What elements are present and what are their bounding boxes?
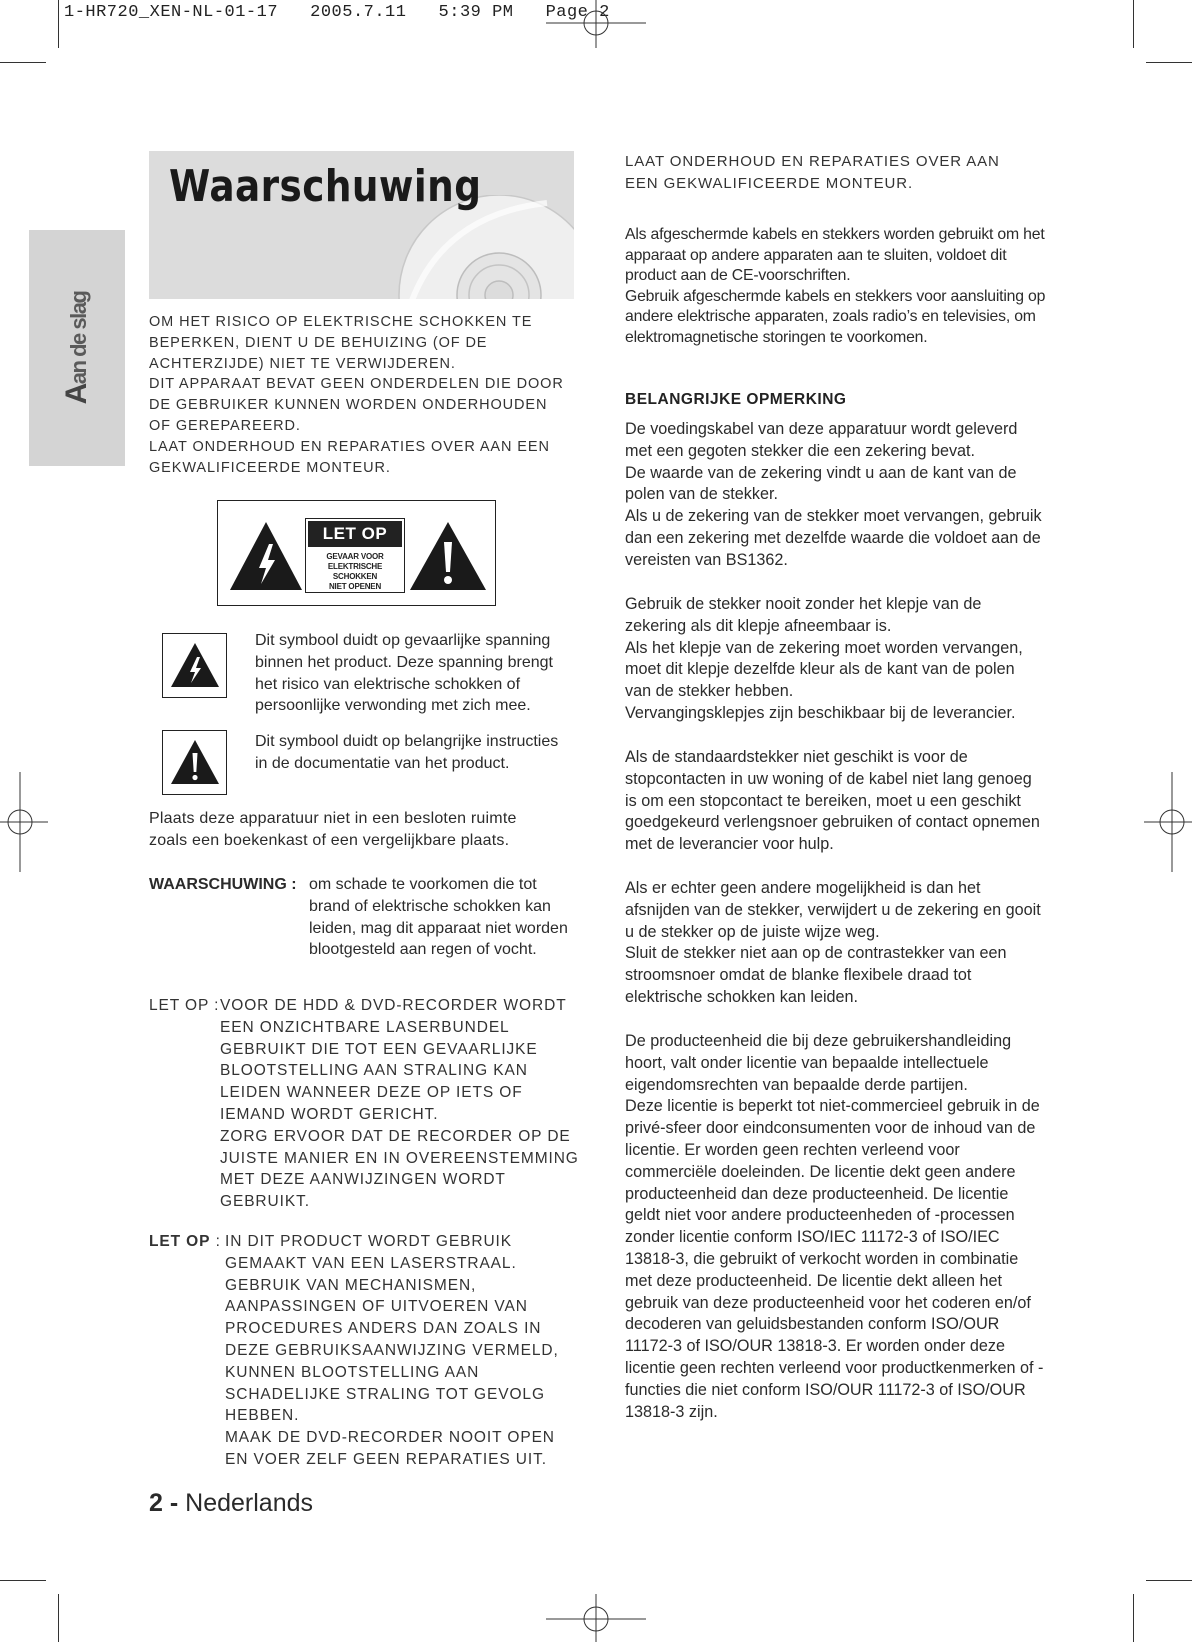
page-footer [149, 1489, 313, 1518]
caution-label-panel [305, 518, 405, 593]
crop-mark-top-left-h [0, 62, 46, 63]
crop-mark-bottom-right-h [1146, 1580, 1192, 1581]
title-banner [149, 151, 574, 299]
exclamation-symbol-description: Dit symbool duidt op belangrijke instructies in de documentatie van het product. [255, 733, 559, 772]
important-note-heading: BELANGRIJKE OPMERKING [625, 391, 847, 408]
important-note-p1: De voedingskabel van deze apparatuur wordt geleverd met een gegoten stekker die een zekering bevat. De waarde van de zekering vindt u aan de kant van de polen van de stekker. Als u de zekering van de stekker moet vervangen, gebruik dan een zekering met dezelfde waarde die voldoet aan de vereisten van BS1362. [625, 420, 1042, 569]
exclamation-symbol-box [162, 730, 227, 795]
intro-caps-text: OM HET RISICO OP ELEKTRISCHE SCHOKKEN TE BEPERKEN, DIENT U DE BEHUIZING (OF DE ACHTERZIJDE) NIET TE VERWIJDEREN. DIT APPARAAT BEVAT GEEN ONDERDELEN DIE DOOR DE GEBRUIKER KUNNEN WORDEN ONDERHOUDEN OF GEREPAREERD. LAAT ONDERHOUD EN REPARATIES OVER AAN EEN GEKWALIFICEERDE MONTEUR. [149, 314, 564, 476]
crop-mark-top-right-v [1133, 0, 1134, 48]
crop-mark-bottom-right-v [1133, 1594, 1134, 1642]
important-note-p3: Als de standaardstekker niet geschikt is voor de stopcontacten in uw woning of de kabel niet lang genoeg is om een stopcontact te bereiken, moet u een geschikt goedgekeurd verlengsnoer gebruiken of contact opnemen met de leverancier voor hulp. [625, 748, 1040, 854]
lightning-symbol-box [162, 633, 227, 698]
letop2-label [149, 1231, 221, 1253]
letop2-text: IN DIT PRODUCT WORDT GEBRUIK GEMAAKT VAN EEN LASERSTRAAL. GEBRUIK VAN MECHANISMEN, AANPASSINGEN OF UITVOEREN VAN PROCEDURES ANDERS DAN ZOALS IN DEZE GEBRUIKSAANWIJZING VERMELD, KUNNEN BLOOTSTELLING AAN SCHADELIJKE STRALING TOT GEVOLG HEBBEN. MAAK DE DVD-RECORDER NOOIT OPEN EN VOER ZELF GEEN REPARATIES UIT. [225, 1233, 559, 1468]
section-tab-rest: an de slag [66, 291, 91, 385]
crop-mark-bottom-left-h [0, 1580, 46, 1581]
page-title: Waarschuwing [169, 161, 482, 212]
caution-label-heading: LET OP [308, 521, 402, 547]
waarschuwing-text: om schade te voorkomen die tot brand of elektrische schokken kan leiden, mag dit apparaat niet worden blootgesteld aan regen of vocht. [309, 876, 568, 959]
caution-label [217, 500, 496, 606]
section-tab-initial: A [60, 384, 93, 405]
section-tab-label [60, 292, 94, 405]
exclamation-symbol-icon [169, 737, 221, 787]
letop2-label-bold: LET OP [149, 1233, 211, 1250]
license-text: De producteenheid die bij deze gebruikershandleiding hoort, valt onder licentie van bepaalde intellectuele eigendomsrechten van bepaalde derde partijen. Deze licentie is beperkt tot niet-commercieel gebruik in de privé-sfeer door eindconsumenten voor de inhoud van de licentie. Er worden geen rechten verleend voor commerciële doeleinden. De licentie dekt geen andere producteenheid dan deze producteenheid. De licentie geldt niet voor andere producteenheden of -processen zonder licentie conform ISO/IEC 11172-3 of ISO/IEC 13818-3, die gebruikt of verkocht worden in combinatie met deze producteenheid. De licentie dekt alleen het gebruik van deze producteenheid voor het coderen en/of decoderen van geluidsbestanden conform ISO/OUR 11172-3 of ISO/OUR 13818-3. Er worden onder deze licentie geen rechten verleend voor productkenmerken of -functies die niet conform ISO/OUR 11172-3 of ISO/OUR 13818-3 zijn. [625, 1032, 1044, 1421]
letop2-label-colon: : [210, 1233, 221, 1250]
lightning-warning-icon [228, 518, 304, 594]
letop1-text: VOOR DE HDD & DVD-RECORDER WORDT EEN ONZICHTBARE LASERBUNDEL GEBRUIKT DIE TOT EEN GEVAARLIJKE BLOOTSTELLING AAN STRALING KAN LEIDEN WANNEER DEZE OP IETS OF IEMAND WORDT GERICHT. ZORG ERVOOR DAT DE RECORDER OP DE JUISTE MANIER EN IN OVEREENSTEMMING MET DEZE AANWIJZINGEN WORDT GEBRUIKT. [220, 997, 579, 1211]
lightning-symbol-description: Dit symbool duidt op gevaarlijke spanning binnen het product. Deze spanning brengt het risico van elektrische schokken of persoonlijke verwonding met zich mee. [255, 632, 553, 715]
letop1-label: LET OP : [149, 997, 220, 1014]
section-side-tab [29, 230, 125, 466]
crop-mark-bottom-left-v [58, 1594, 59, 1642]
crop-mark-top-left-v [58, 0, 59, 48]
exclamation-warning-icon [408, 518, 488, 594]
caution-label-subtext: GEVAAR VOOR ELEKTRISCHE SCHOKKEN NIET OPENEN [326, 552, 384, 591]
registration-mark-left [0, 772, 48, 872]
registration-mark-bottom [546, 1594, 646, 1642]
right-top-caps: LAAT ONDERHOUD EN REPARATIES OVER AAN EEN GEKWALIFICEERDE MONTEUR. [625, 153, 1000, 192]
lightning-symbol-icon [169, 640, 221, 690]
shielded-cables-text: Als afgeschermde kabels en stekkers worden gebruikt om het apparaat op andere apparaten aan te sluiten, voldoet dit product aan de CE-voorschriften. Gebruik afgeschermde kabels en stekkers voor aansluiting op andere elektrische apparaten, zoals radio’s en televisies, om elektromagnetische storingen te voorkomen. [625, 226, 1046, 346]
waarschuwing-label: WAARSCHUWING : [149, 876, 297, 893]
footer-language: Nederlands [185, 1489, 313, 1517]
important-note-p2: Gebruik de stekker nooit zonder het klepje van de zekering als dit klepje afneembaar is. Als het klepje van de zekering moet worden vervangen, moet dit klepje dezelfde kleur als de kant van de polen van de stekker hebben. Vervangingsklepjes zijn beschikbaar bij de leverancier. [625, 595, 1023, 722]
registration-mark-top [546, 0, 646, 50]
crop-mark-top-right-h [1146, 62, 1192, 63]
print-slug: 1-HR720_XEN-NL-01-17 2005.7.11 5:39 PM Page 2 [64, 3, 610, 22]
page-number: 2 - [149, 1489, 179, 1517]
registration-mark-right [1144, 772, 1192, 872]
placement-note: Plaats deze apparatuur niet in een besloten ruimte zoals een boekenkast of een vergelijkbare plaats. [149, 810, 517, 849]
important-note-p4: Als er echter geen andere mogelijkheid is dan het afsnijden van de stekker, verwijdert u de zekering en gooit u de stekker op de juiste wijze weg. Sluit de stekker niet aan op de contrastekker van een stroomsnoer omdat de blanke flexibele draad tot elektrische schokken kan leiden. [625, 879, 1041, 1006]
